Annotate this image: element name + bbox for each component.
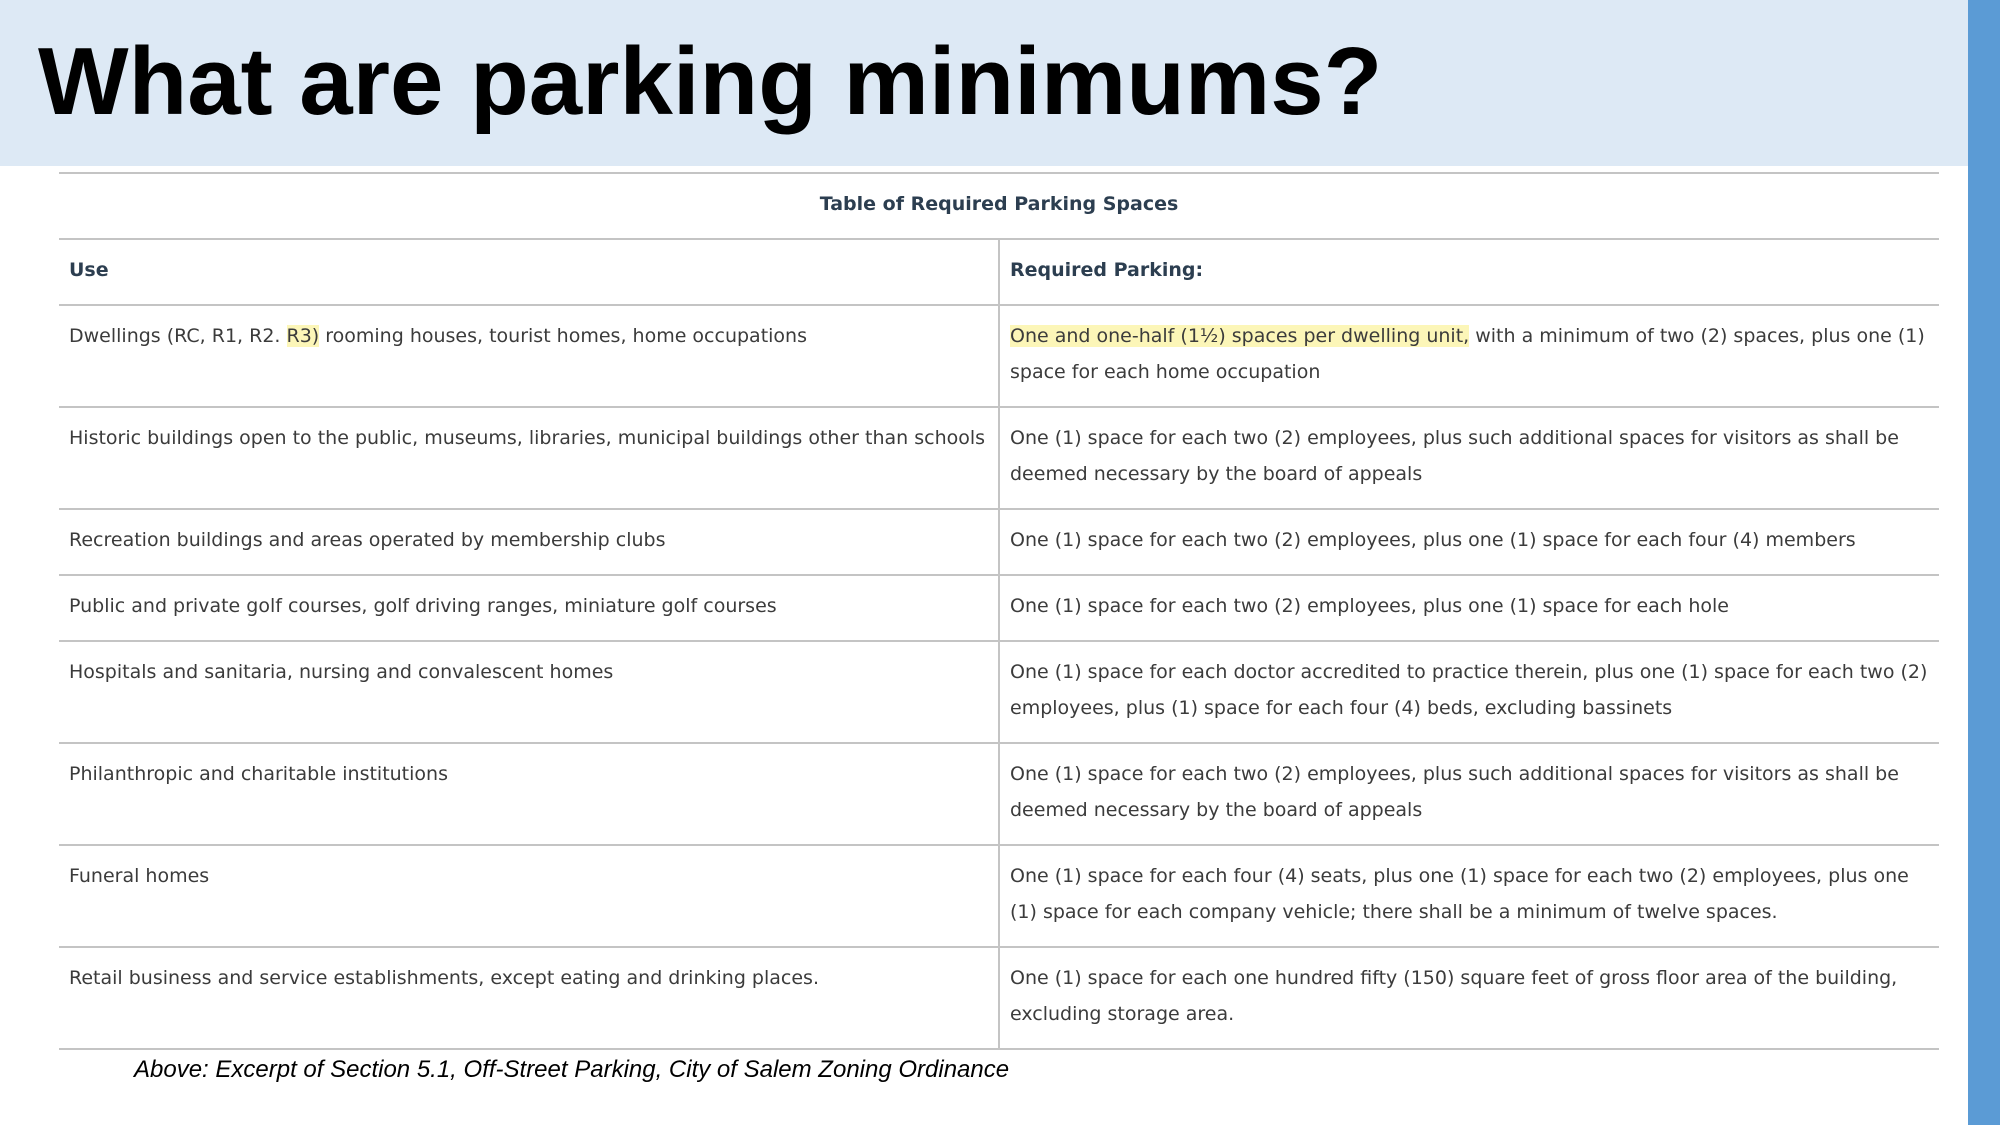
required-parking-cell: One (1) space for each two (2) employees, plus such additional spaces for visitors as shall be deemed necessary by the board of appeals bbox=[999, 743, 1939, 845]
source-footnote: Above: Excerpt of Section 5.1, Off-Street Parking, City of Salem Zoning Ordinance bbox=[134, 1056, 1010, 1083]
table-header-row bbox=[59, 239, 1939, 305]
parking-requirements-table bbox=[59, 172, 1939, 1050]
slide-title: What are parking minimums? bbox=[38, 28, 1383, 135]
use-cell: Retail business and service establishments, except eating and drinking places. bbox=[59, 947, 999, 1049]
column-header-use: Use bbox=[59, 239, 999, 305]
required-parking-cell bbox=[999, 305, 1939, 407]
table-row bbox=[59, 845, 1939, 947]
table-row bbox=[59, 407, 1939, 509]
table-row bbox=[59, 641, 1939, 743]
accent-strip bbox=[1968, 0, 2000, 1125]
table-row bbox=[59, 509, 1939, 575]
column-header-required-parking: Required Parking: bbox=[999, 239, 1939, 305]
required-parking-cell: One (1) space for each four (4) seats, plus one (1) space for each two (2) employees, plus one (1) space for each company vehicle; there shall be a minimum of twelve spaces. bbox=[999, 845, 1939, 947]
use-cell: Funeral homes bbox=[59, 845, 999, 947]
highlighted-text: One and one-half (1½) spaces per dwelling unit, bbox=[1010, 325, 1470, 347]
use-text: rooming houses, tourist homes, home occupations bbox=[319, 325, 807, 347]
table-caption-row bbox=[59, 173, 1939, 239]
required-parking-cell: One (1) space for each doctor accredited to practice therein, plus one (1) space for each two (2) employees, plus (1) space for each four (4) beds, excluding bassinets bbox=[999, 641, 1939, 743]
required-parking-cell: One (1) space for each two (2) employees, plus one (1) space for each hole bbox=[999, 575, 1939, 641]
use-cell: Recreation buildings and areas operated by membership clubs bbox=[59, 509, 999, 575]
use-cell: Philanthropic and charitable institutions bbox=[59, 743, 999, 845]
table-row bbox=[59, 575, 1939, 641]
required-parking-cell: One (1) space for each one hundred fifty (150) square feet of gross floor area of the building, excluding storage area. bbox=[999, 947, 1939, 1049]
required-parking-cell: One (1) space for each two (2) employees, plus one (1) space for each four (4) members bbox=[999, 509, 1939, 575]
table-row bbox=[59, 305, 1939, 407]
required-parking-cell: One (1) space for each two (2) employees, plus such additional spaces for visitors as shall be deemed necessary by the board of appeals bbox=[999, 407, 1939, 509]
use-cell bbox=[59, 305, 999, 407]
table-row bbox=[59, 743, 1939, 845]
use-cell: Hospitals and sanitaria, nursing and convalescent homes bbox=[59, 641, 999, 743]
required-parking-text: with a minimum of two (2) spaces, plus one (1) space for each home occupation bbox=[1010, 325, 1925, 383]
table-caption: Table of Required Parking Spaces bbox=[59, 173, 1939, 239]
use-cell: Historic buildings open to the public, museums, libraries, municipal buildings other than schools bbox=[59, 407, 999, 509]
table-row bbox=[59, 947, 1939, 1049]
use-cell: Public and private golf courses, golf driving ranges, miniature golf courses bbox=[59, 575, 999, 641]
use-text: Dwellings (RC, R1, R2. bbox=[69, 325, 287, 347]
highlighted-text: R3) bbox=[286, 325, 320, 347]
